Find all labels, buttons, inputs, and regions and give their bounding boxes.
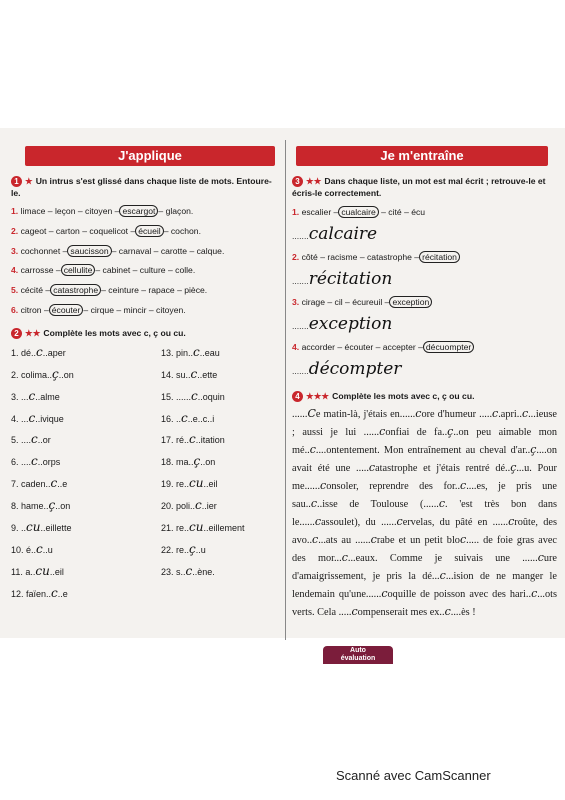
item-text: poli.. (176, 501, 196, 512)
fill-in-item (161, 583, 271, 605)
item-text: .... (21, 457, 32, 468)
item-number: 10. (11, 544, 27, 555)
line-number: 6. (11, 304, 21, 315)
answer-line (292, 313, 557, 337)
word-list-text: – glaçon. (158, 206, 194, 216)
item-text: pin.. (176, 347, 194, 358)
fill-in-item (161, 342, 271, 364)
item-text: su.. (176, 369, 191, 380)
exercise-3-title (292, 175, 557, 199)
handwritten-answer: c (341, 551, 348, 564)
paragraph-text: ervelas, du pâté en ...... (402, 517, 509, 528)
paragraph-text: .apri.. (498, 409, 522, 420)
fill-in-item (161, 429, 271, 451)
handwritten-answer: c (189, 432, 196, 447)
paragraph-text: ure d'amaigrissement, je pris la dé... (292, 553, 558, 582)
word-list-line (11, 281, 279, 301)
handwritten-answer: cu (35, 563, 50, 578)
item-number: 12. (11, 588, 27, 599)
word-list-line (11, 202, 279, 222)
handwritten-answer: c (460, 479, 467, 492)
paragraph-text: ....ontentement. Mon entraînement au cheval d'ar.. (315, 445, 531, 456)
item-number: 4. (11, 413, 22, 424)
handwritten-answer: c (309, 443, 316, 456)
paragraph-text: ...u. Pour me...... (292, 463, 557, 492)
fill-in-item (161, 517, 271, 539)
handwritten-answer: c (320, 479, 327, 492)
dotted-line: ....... (292, 276, 309, 286)
handwritten-correction: récitation (308, 269, 393, 289)
item-number: 11. (11, 566, 26, 577)
word-list-line (11, 261, 279, 281)
paragraph-text: ....on avait été une ..... (292, 445, 557, 474)
item-text: ..orps (37, 457, 61, 468)
item-text: ..ier (201, 501, 217, 512)
item-number: 6. (11, 457, 22, 468)
difficulty-stars: ★ (25, 176, 33, 186)
item-number: 9. (11, 523, 22, 534)
handwritten-answer: cu (26, 520, 41, 535)
exercise-instruction: Complète les mots avec c, ç ou cu. (332, 391, 475, 401)
handwritten-answer: c (181, 410, 188, 425)
difficulty-stars: ★★ (306, 176, 322, 186)
item-text: s.. (176, 566, 186, 577)
exercise-number-badge: 3 (292, 176, 303, 187)
item-text: ..ène. (192, 566, 215, 577)
item-text: ..e (57, 479, 68, 490)
paragraph-text: onsoler, reprendre des for.. (326, 481, 461, 492)
handwritten-answer: c (31, 432, 38, 447)
fill-in-item (11, 451, 161, 473)
item-number: 2. (11, 369, 22, 380)
exercise-1-title (11, 175, 279, 199)
handwritten-answer: ç (189, 541, 196, 556)
item-number: 5. (11, 435, 22, 446)
fill-in-item (11, 561, 161, 583)
handwritten-answer: C (307, 407, 316, 420)
header-je-mentraine: Je m'entraîne (296, 146, 548, 166)
item-text: é.. (26, 544, 37, 555)
handwritten-answer: ç (447, 425, 454, 438)
circled-intruder: saucisson (67, 245, 111, 257)
item-text: ..u (195, 544, 206, 555)
item-text: ..e..c..i (187, 413, 215, 424)
item-number: 13. (161, 347, 177, 358)
fill-in-item (161, 539, 271, 561)
handwritten-answer: c (521, 407, 529, 420)
item-number: 22. (161, 544, 177, 555)
handwritten-answer: ç (52, 366, 59, 381)
circled-misspelled-word: récitation (419, 251, 460, 263)
word-list-line (11, 301, 279, 321)
auto-evaluation-badge[interactable] (323, 646, 393, 664)
fill-in-item (11, 583, 161, 605)
handwritten-answer: c (415, 407, 422, 420)
fill-in-item (161, 561, 271, 583)
fill-in-item (161, 495, 271, 517)
item-text: re.. (176, 479, 190, 490)
handwritten-answer: c (50, 476, 58, 491)
item-number: 19. (161, 479, 177, 490)
item-text: re.. (176, 544, 190, 555)
circled-misspelled-word: exception (389, 296, 432, 308)
item-number: 1. (11, 347, 22, 358)
paragraph-text: ore d'humeur ..... (421, 409, 493, 420)
circled-intruder: écueil (135, 225, 163, 237)
circled-intruder: catastrophe (50, 284, 101, 296)
dotted-line: ....... (292, 231, 309, 241)
exercise-1-list (11, 202, 279, 321)
word-list-line (292, 247, 557, 268)
handwritten-correction: exception (308, 314, 393, 334)
exercise-number-badge: 2 (11, 328, 22, 339)
word-list-text: limace – leçon – citoyen – (20, 206, 120, 216)
handwritten-answer: c (381, 587, 388, 600)
word-list-line (292, 337, 557, 358)
word-list-text: cirage – cil – écureuil – (301, 297, 390, 307)
handwritten-answer: c (492, 407, 499, 420)
handwritten-answer: c (312, 533, 319, 546)
word-list-line (292, 202, 557, 223)
handwritten-answer: c (36, 344, 43, 359)
item-text: ..e (57, 588, 68, 599)
fill-in-item (11, 539, 161, 561)
line-number: 2. (11, 225, 21, 236)
item-text: ..eau (199, 347, 220, 358)
word-list-text: – cabinet – culture – colle. (95, 265, 196, 276)
item-text: ma.. (176, 457, 194, 468)
paragraph-text: ..on peu aimable mon mé.. (292, 427, 557, 456)
item-text: ..on (200, 457, 216, 468)
item-number: 18. (161, 457, 177, 468)
word-list-line (11, 222, 279, 242)
line-number: 4. (292, 342, 302, 352)
handwritten-answer: ç (193, 454, 201, 469)
paragraph-text: ...eaux. Comme je suivais une ...... (347, 553, 538, 564)
circled-intruder: cellulite (61, 264, 96, 276)
word-list-text: – cochon. (163, 225, 201, 236)
exercise-4-text (292, 405, 557, 621)
column-divider (285, 140, 286, 640)
fill-in-item (11, 408, 161, 430)
fill-in-item (161, 364, 271, 386)
item-text: ..on (58, 369, 74, 380)
item-text: colima.. (21, 369, 53, 380)
handwritten-answer: c (31, 454, 38, 469)
circled-intruder: écouter (49, 304, 84, 316)
fill-in-item (11, 495, 161, 517)
handwritten-answer: ç (510, 461, 517, 474)
handwritten-answer: c (444, 605, 451, 618)
paragraph-text: ompenserait mes ex.. (357, 607, 445, 618)
handwritten-answer: c (28, 388, 36, 403)
dotted-line: ....... (292, 321, 309, 331)
handwritten-answer: c (28, 410, 36, 425)
paragraph-text: ...ision de ne manger le lendemain qu'une...... (292, 571, 557, 600)
handwritten-answer: c (36, 541, 43, 556)
line-number: 3. (11, 245, 21, 256)
item-text: ..oquin (197, 391, 225, 402)
handwritten-answer: c (51, 585, 58, 600)
word-list-text: escalier – (301, 207, 339, 217)
exercise-2-title (11, 327, 279, 339)
handwritten-answer: c (195, 498, 202, 513)
word-list-text: – cirque – mincir – citoyen. (83, 304, 186, 315)
handwritten-answer: ç (48, 498, 56, 513)
fill-in-item (11, 473, 161, 495)
dotted-line: ....... (292, 366, 309, 376)
item-text: caden.. (21, 479, 51, 490)
exercise-number-badge: 1 (11, 176, 22, 187)
fill-in-item (11, 429, 161, 451)
item-text: ..aper (42, 347, 66, 358)
paragraph-text: ...ats au ...... (318, 535, 371, 546)
exercise-instruction: Complète les mots avec c, ç ou cu. (43, 327, 186, 338)
fill-in-item (161, 451, 271, 473)
badge-line-2: évaluation (340, 655, 376, 662)
item-number: 23. (161, 566, 177, 577)
item-number: 14. (161, 369, 177, 380)
line-number: 1. (11, 206, 21, 216)
paragraph-text: e matin-là, j'étais en...... (315, 409, 416, 420)
paragraph-text: ....es, je pris une sau.. (292, 481, 557, 510)
word-list-text: – carnaval – carotte – calque. (111, 245, 225, 256)
fill-in-item (11, 342, 161, 364)
item-text: ...... (176, 391, 192, 402)
word-list-line (292, 292, 557, 313)
handwritten-answer: c (459, 533, 467, 546)
item-number: 15. (161, 391, 177, 402)
handwritten-answer: cu (189, 476, 204, 491)
item-text: ..u (42, 544, 53, 555)
exercise-instruction: Un intrus s'est glissé dans chaque liste de mots. Entoure-le. (11, 176, 272, 198)
circled-intruder: escargot (119, 205, 158, 217)
paragraph-text: atastrophe et j'étais rentré dé.. (375, 463, 511, 474)
handwritten-answer: c (537, 551, 544, 564)
item-number: 8. (11, 501, 22, 512)
handwritten-answer: c (368, 461, 376, 474)
item-text: re.. (176, 523, 190, 534)
item-text: ..on (55, 501, 71, 512)
word-list-text: carrosse – (20, 265, 61, 276)
handwritten-answer: c (191, 388, 198, 403)
word-list-text: – cité – écu (378, 207, 426, 217)
item-text: ..eil (203, 479, 218, 490)
paragraph-text: roûte, des avo.. (292, 517, 557, 546)
exercise-instruction: Dans chaque liste, un mot est mal écrit ; retrouve-le et écris-le correctement. (292, 176, 546, 198)
item-text: .... (21, 435, 32, 446)
item-text: ..ette (197, 369, 218, 380)
line-number: 2. (292, 252, 302, 262)
answer-line (292, 268, 557, 292)
handwritten-answer: c (438, 497, 446, 510)
handwritten-answer: c (193, 344, 200, 359)
fill-in-item (11, 386, 161, 408)
handwritten-correction: calcaire (308, 224, 378, 244)
fill-in-item (11, 364, 161, 386)
word-list-text: accorder – écouter – accepter – (301, 342, 423, 352)
paragraph-text: ...... (292, 409, 308, 420)
item-text: ..eil (49, 566, 64, 577)
handwritten-answer: c (351, 605, 358, 618)
exercise-number-badge: 4 (292, 391, 303, 402)
line-number: 1. (292, 207, 302, 217)
handwritten-answer: c (314, 515, 322, 528)
handwritten-answer: c (531, 587, 538, 600)
paragraph-text: ...ieuse ; aussi je lui ...... (292, 409, 557, 438)
word-list-text: cécité – (20, 285, 51, 296)
line-number: 4. (11, 265, 21, 276)
badge-line-1: Auto (350, 647, 366, 654)
difficulty-stars: ★★★ (306, 391, 330, 401)
handwritten-answer: c (370, 533, 377, 546)
item-number: 16. (161, 413, 177, 424)
word-list-text: côté – racisme – catastrophe – (301, 252, 420, 262)
line-number: 3. (292, 297, 302, 307)
item-text: a.. (25, 566, 36, 577)
paragraph-text: ..isse de Toulouse (...... (317, 499, 439, 510)
item-text: ..alme (35, 391, 60, 402)
fill-in-item (161, 473, 271, 495)
handwritten-answer: c (190, 366, 198, 381)
item-text: ..eillette (40, 523, 72, 534)
item-number: 3. (11, 391, 22, 402)
word-list-text: – ceinture – rapace – pièce. (101, 285, 208, 296)
right-column (292, 175, 557, 621)
paragraph-text: rabe et un petit blo (376, 535, 460, 546)
item-number: 20. (161, 501, 177, 512)
header-japplique: J'applique (25, 146, 275, 166)
word-list-text: citron – (20, 304, 49, 315)
fill-in-item (161, 386, 271, 408)
word-list-line (11, 242, 279, 262)
item-text: .. (21, 523, 27, 534)
handwritten-answer: c (508, 515, 515, 528)
handwritten-answer: ç (530, 443, 537, 456)
answer-line (292, 223, 557, 247)
handwritten-answer: c (396, 515, 403, 528)
paragraph-text: ...ots verts. Cela ..... (292, 589, 557, 618)
item-text: ..eillement (203, 523, 245, 534)
left-column (11, 175, 279, 605)
item-number: 7. (11, 479, 22, 490)
item-number: 17. (161, 435, 177, 446)
item-text: ... (21, 413, 29, 424)
item-text: dé.. (21, 347, 37, 358)
handwritten-correction: décompter (308, 359, 402, 379)
paragraph-text: onfiai de fa.. (385, 427, 448, 438)
fill-in-item (161, 408, 271, 430)
circled-misspelled-word: cualcaire (338, 206, 378, 218)
paragraph-text: oquille de poisson avec des hari.. (387, 589, 532, 600)
exercise-4-title (292, 390, 557, 402)
exercise-3-list (292, 202, 557, 382)
handwritten-answer: c (439, 569, 446, 582)
item-text: .. (176, 413, 182, 424)
difficulty-stars: ★★ (25, 327, 41, 338)
handwritten-answer: c (310, 497, 318, 510)
fill-in-item (11, 517, 161, 539)
handwritten-answer: cu (189, 520, 204, 535)
item-number: 21. (161, 523, 177, 534)
line-number: 5. (11, 285, 21, 296)
circled-misspelled-word: décuompter (423, 341, 474, 353)
handwritten-answer: c (379, 425, 386, 438)
paragraph-text: ..... de foie gras avec des mor... (292, 535, 557, 564)
paragraph-text: . 'est très bon dans le...... (292, 499, 557, 528)
word-list-text: cochonnet – (20, 245, 68, 256)
exercise-2-grid (11, 342, 279, 605)
item-text: ..itation (195, 435, 225, 446)
item-text: ..ivique (35, 413, 64, 424)
handwritten-answer: c (185, 563, 193, 578)
item-text: faïen.. (26, 588, 52, 599)
paragraph-text: assoulet), du ...... (321, 517, 397, 528)
item-text: ... (21, 391, 29, 402)
paragraph-text: ....ès ! (450, 607, 476, 618)
answer-line (292, 358, 557, 382)
item-text: hame.. (21, 501, 49, 512)
word-list-text: cageot – carton – coquelicot – (20, 225, 136, 236)
item-text: ..or (37, 435, 51, 446)
scanner-watermark: Scanné avec CamScanner (336, 768, 491, 783)
item-text: ré.. (176, 435, 190, 446)
